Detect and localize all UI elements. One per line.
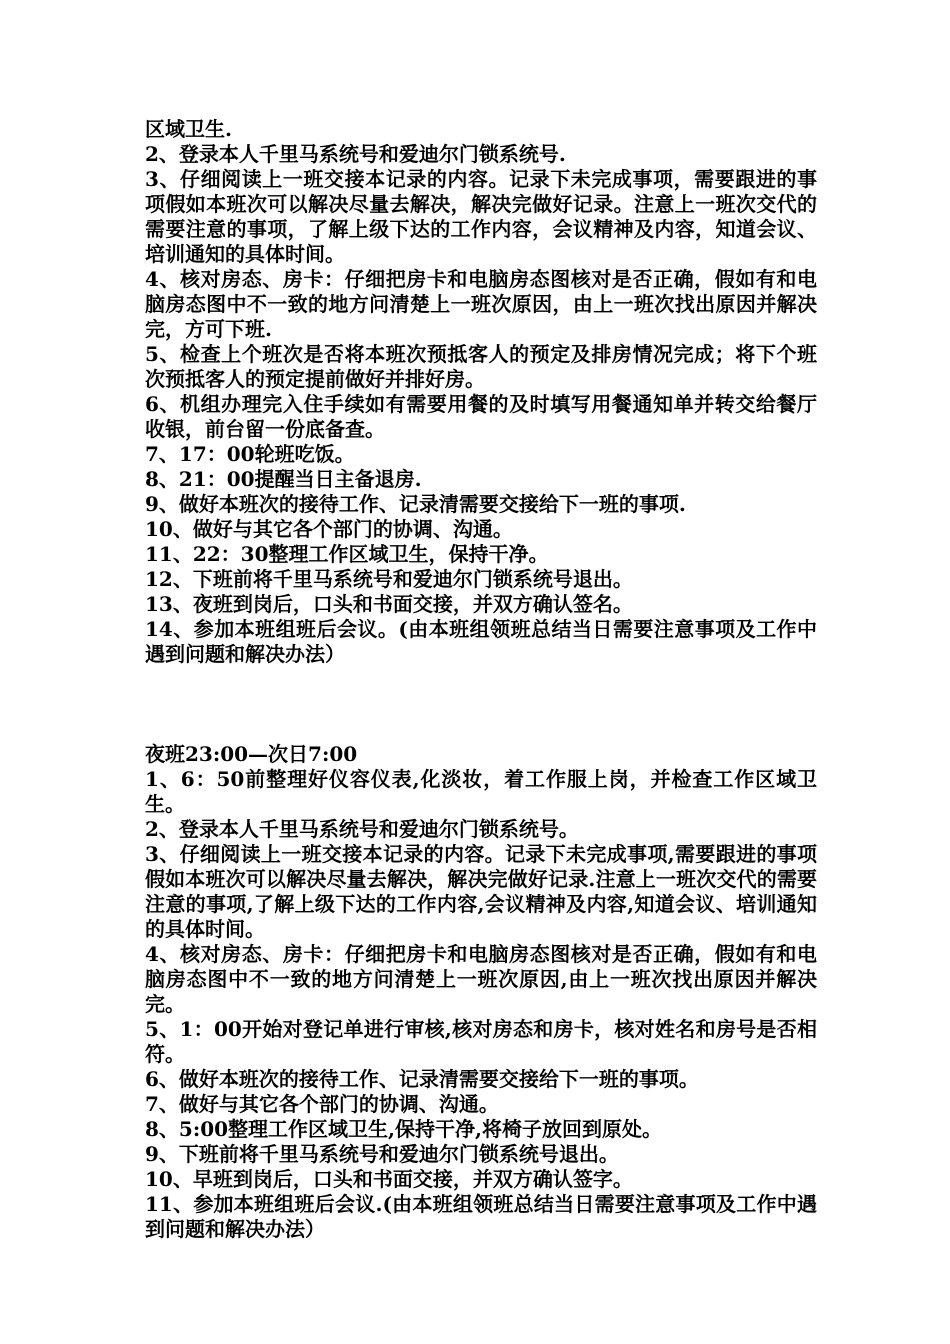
paragraph: 3、仔细阅读上一班交接本记录的内容。记录下未完成事项,需要跟进的事项假如本班次可以解决尽量去解决，解决完做好记录.注意上一班次交代的需要注意的事项,了解上级下达的工作内容,会议精神及内容,知道会议、培训通知的具体时间。 (145, 842, 817, 941)
paragraph: 6、做好本班次的接待工作、记录清需要交接给下一班的事项。 (145, 1067, 699, 1091)
paragraph: 7、做好与其它各个部门的协调、沟通。 (145, 1092, 499, 1116)
paragraph: 11、参加本班组班后会议.(由本班组领班总结当日需要注意事项及工作中遇到问题和解决办法） (145, 1192, 817, 1241)
paragraph: 2、登录本人千里马系统号和爱迪尔门锁系统号. (145, 142, 566, 166)
section-spacer (145, 667, 817, 742)
paragraph: 9、下班前将千里马系统号和爱迪尔门锁系统号退出。 (145, 1142, 619, 1166)
paragraph: 10、做好与其它各个部门的协调、沟通。 (145, 517, 513, 541)
paragraph: 9、做好本班次的接待工作、记录清需要交接给下一班的事项. (145, 492, 686, 516)
paragraph: 8、5:00整理工作区域卫生,保持干净,将椅子放回到原处。 (145, 1117, 662, 1141)
paragraph: 8、21：00提醒当日主备退房. (145, 467, 422, 491)
paragraph: 4、核对房态、房卡：仔细把房卡和电脑房态图核对是否正确，假如有和电脑房态图中不一致的地方问清楚上一班次原因，由上一班次找出原因并解决完，方可下班. (145, 267, 817, 341)
paragraph: 5、检查上个班次是否将本班次预抵客人的预定及排房情况完成；将下个班次预抵客人的预定提前做好并排好房。 (145, 342, 817, 391)
evening-shift-section (145, 117, 817, 667)
paragraph: 11、22：30整理工作区域卫生，保持干净。 (145, 542, 549, 566)
document-body (145, 117, 817, 1242)
paragraph: 5、1：00开始对登记单进行审核,核对房态和房卡，核对姓名和房号是否相符。 (145, 1017, 817, 1066)
paragraph: 7、17：00轮班吃饭。 (145, 442, 355, 466)
paragraph: 13、夜班到岗后，口头和书面交接，并双方确认签名。 (145, 592, 633, 616)
paragraph: 6、机组办理完入住手续如有需要用餐的及时填写用餐通知单并转交给餐厅收银，前台留一份底备查。 (145, 392, 817, 441)
paragraph: 10、早班到岗后，口头和书面交接，并双方确认签字。 (145, 1167, 633, 1191)
paragraph: 12、下班前将千里马系统号和爱迪尔门锁系统号退出。 (145, 567, 633, 591)
night-shift-section (145, 742, 817, 1242)
paragraph: 4、核对房态、房卡：仔细把房卡和电脑房态图核对是否正确，假如有和电脑房态图中不一致的地方问清楚上一班次原因,由上一班次找出原因并解决完。 (145, 942, 817, 1016)
paragraph: 1、6：50前整理好仪容仪表,化淡妆，着工作服上岗，并检查工作区域卫生。 (145, 767, 817, 816)
paragraph: 2、登录本人千里马系统号和爱迪尔门锁系统号。 (145, 817, 579, 841)
paragraph: 区域卫生. (145, 117, 232, 141)
section-heading: 夜班23:00—次日7:00 (145, 742, 358, 766)
paragraph: 3、仔细阅读上一班交接本记录的内容。记录下未完成事项，需要跟进的事项假如本班次可以解决尽量去解决，解决完做好记录。注意上一班次交代的需要注意的事项，了解上级下达的工作内容，会议精神及内容，知道会议、培训通知的具体时间。 (145, 167, 817, 266)
paragraph: 14、参加本班组班后会议。(由本班组领班总结当日需要注意事项及工作中遇到问题和解决办法） (145, 617, 817, 666)
